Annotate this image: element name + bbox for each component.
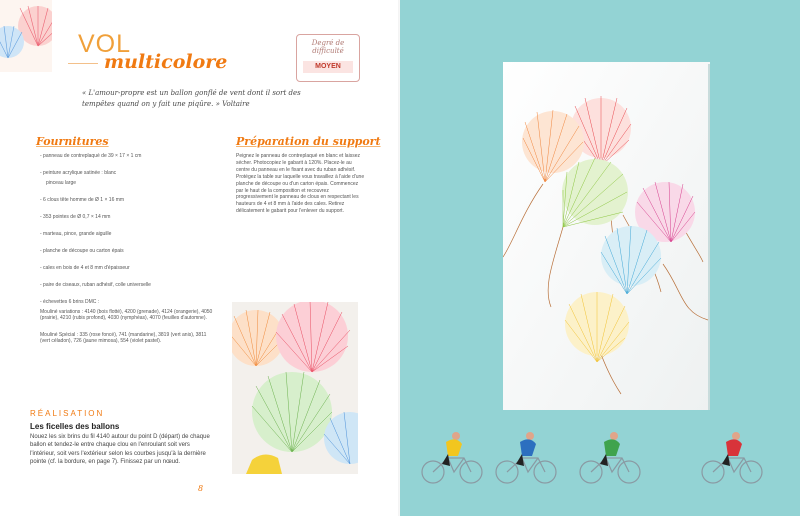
preparation-text: Peignez le panneau de contreplaqué en blanc et laissez sécher. Photocopiez le gabarit à 120%. Placez-le au centre du panneau en le fixant avec du ruban adhésif. Protégez la table sur laquelle vous travaillez à l'aide d'une planche de découpe ou d'un carton épais. Commencez par le haut de la composition et recouvrez progressivement le panneau de clous en respectant les hauteurs de 4 et 8 mm à l'aide des cales. Retirez délicatement le gabarit pour l'enlever du support. bbox=[236, 153, 365, 215]
difficulty-label: Degré de difficulté bbox=[311, 39, 345, 55]
realisation-heading: RÉALISATION bbox=[30, 409, 105, 418]
supplies-list bbox=[36, 153, 216, 355]
supply-item: - échevettes 6 brins DMC : bbox=[40, 299, 100, 305]
toy-cyclist-blue bbox=[494, 428, 558, 488]
corner-balloon-thumbnail bbox=[0, 0, 52, 72]
page-title-line1: VOL bbox=[78, 30, 132, 58]
quote: « L'amour-propre est un ballon gonflé de vent dont il sort des tempêtes quand on y fait une piqûre. » Voltaire bbox=[82, 89, 301, 108]
supplies-heading: Fournitures bbox=[36, 135, 109, 148]
supply-item: - cales en bois de 4 et 8 mm d'épaisseur bbox=[40, 265, 130, 271]
photo-balloon-green bbox=[252, 372, 332, 452]
toy-cyclist-yellow bbox=[420, 428, 484, 488]
toy-cyclist-red bbox=[700, 428, 764, 488]
string-art-board bbox=[503, 62, 710, 410]
supply-item: - peinture acrylique satinée : blanc bbox=[40, 170, 117, 176]
preparation-heading: Préparation du support bbox=[236, 135, 381, 148]
supply-item: - panneau de contreplaqué de 39 × 17 × 1 cm bbox=[40, 153, 142, 159]
supply-item: - marteau, pince, grande aiguille bbox=[40, 231, 112, 237]
difficulty-value: MOYEN bbox=[303, 61, 353, 73]
difficulty-badge bbox=[296, 34, 360, 82]
page-title-line2: multicolore bbox=[104, 51, 228, 73]
supply-item: - paire de ciseaux, ruban adhésif, colle universelle bbox=[40, 282, 151, 288]
page-number: 8 bbox=[198, 484, 204, 493]
supply-item: - planche de découpe ou carton épais bbox=[40, 248, 124, 254]
supply-item: Mouliné Spécial : 335 (rose foncé), 741 (mandarine), 3819 (vert anis), 3811 (vert céladon), 726 (jaune mimosa), 554 (violet pastel). bbox=[40, 332, 207, 344]
supply-item: - 353 pointes de Ø 0,7 × 14 mm bbox=[40, 214, 111, 220]
title-divider bbox=[68, 63, 98, 64]
supply-item: - 6 clous tête homme de Ø 1 × 16 mm bbox=[40, 197, 125, 203]
realisation-text: Nouez les six brins du fil 4140 autour du point D (départ) de chaque ballon et tendez-le entre chaque clou en l'enroulant soit vers l'intérieur, soit vers l'extérieur selon les courbes jusqu'à la dernière pointe (cf. la bordure, en page 7). Finissez par un nœud. bbox=[30, 434, 210, 466]
toy-cyclist-green bbox=[578, 428, 642, 488]
balloon-photo bbox=[232, 302, 358, 474]
supply-item: Mouliné variations : 4140 (bois flotté), 4200 (grenade), 4124 (orangerie), 4050 (prairie), 4210 (rubis profond), 4030 (nymphéas), 4070 (feuilles d'automne). bbox=[40, 309, 213, 321]
realisation-subheading: Les ficelles des ballons bbox=[30, 422, 120, 431]
supply-item: pinceau large bbox=[46, 180, 77, 186]
